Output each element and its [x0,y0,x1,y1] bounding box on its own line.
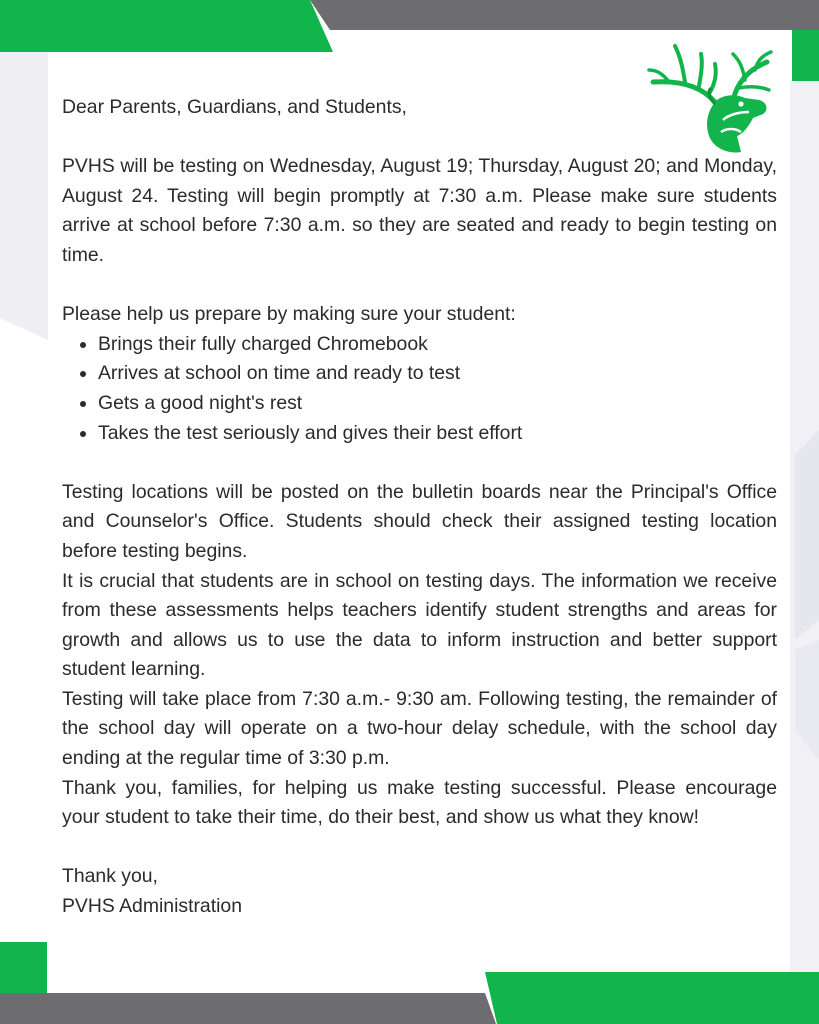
signature: PVHS Administration [62,895,242,918]
list-item: • Arrives at school on time and ready to test [98,359,777,389]
list-heading: Please help us prepare by making sure your student: [62,303,516,326]
greeting: Dear Parents, Guardians, and Students, [62,96,407,118]
thanks-paragraph: Thank you, families, for helping us make testing successful. Please encourage your student to take their time, do their best, and show us what they know! [62,776,777,829]
schedule-paragraph: Testing will take place from 7:30 a.m.- 9:30 am. Following testing, the remainder of the school day will operate on a two-hour delay schedule, with the school day ending at the regular time of 3:30 p.m. [62,687,777,770]
locations-paragraph: Testing locations will be posted on the bulletin boards near the Principal's Office and Counselor's Office. Students should check their assigned testing location before testing begins. [62,480,777,562]
list-item: • Brings their fully charged Chromebook [98,330,777,360]
closing: Thank you, [62,865,158,888]
letter-body [62,93,777,922]
list-item: • Gets a good night's rest [98,389,777,419]
importance-paragraph: It is crucial that students are in school on testing days. The information we receive from these assessments helps teachers identify student strengths and areas for growth and allows us to use the data to inform instruction and better support student learning. [62,569,777,681]
intro-paragraph: PVHS will be testing on Wednesday, August 19; Thursday, August 20; and Monday, August 24. Testing will begin promptly at 7:30 a.m. Please make sure students arrive at school before 7:30 a.m. so they are seated and ready to begin testing on time. [62,155,777,266]
list-item: • Takes the test seriously and gives their best effort [98,419,777,449]
preparation-list [62,330,777,448]
